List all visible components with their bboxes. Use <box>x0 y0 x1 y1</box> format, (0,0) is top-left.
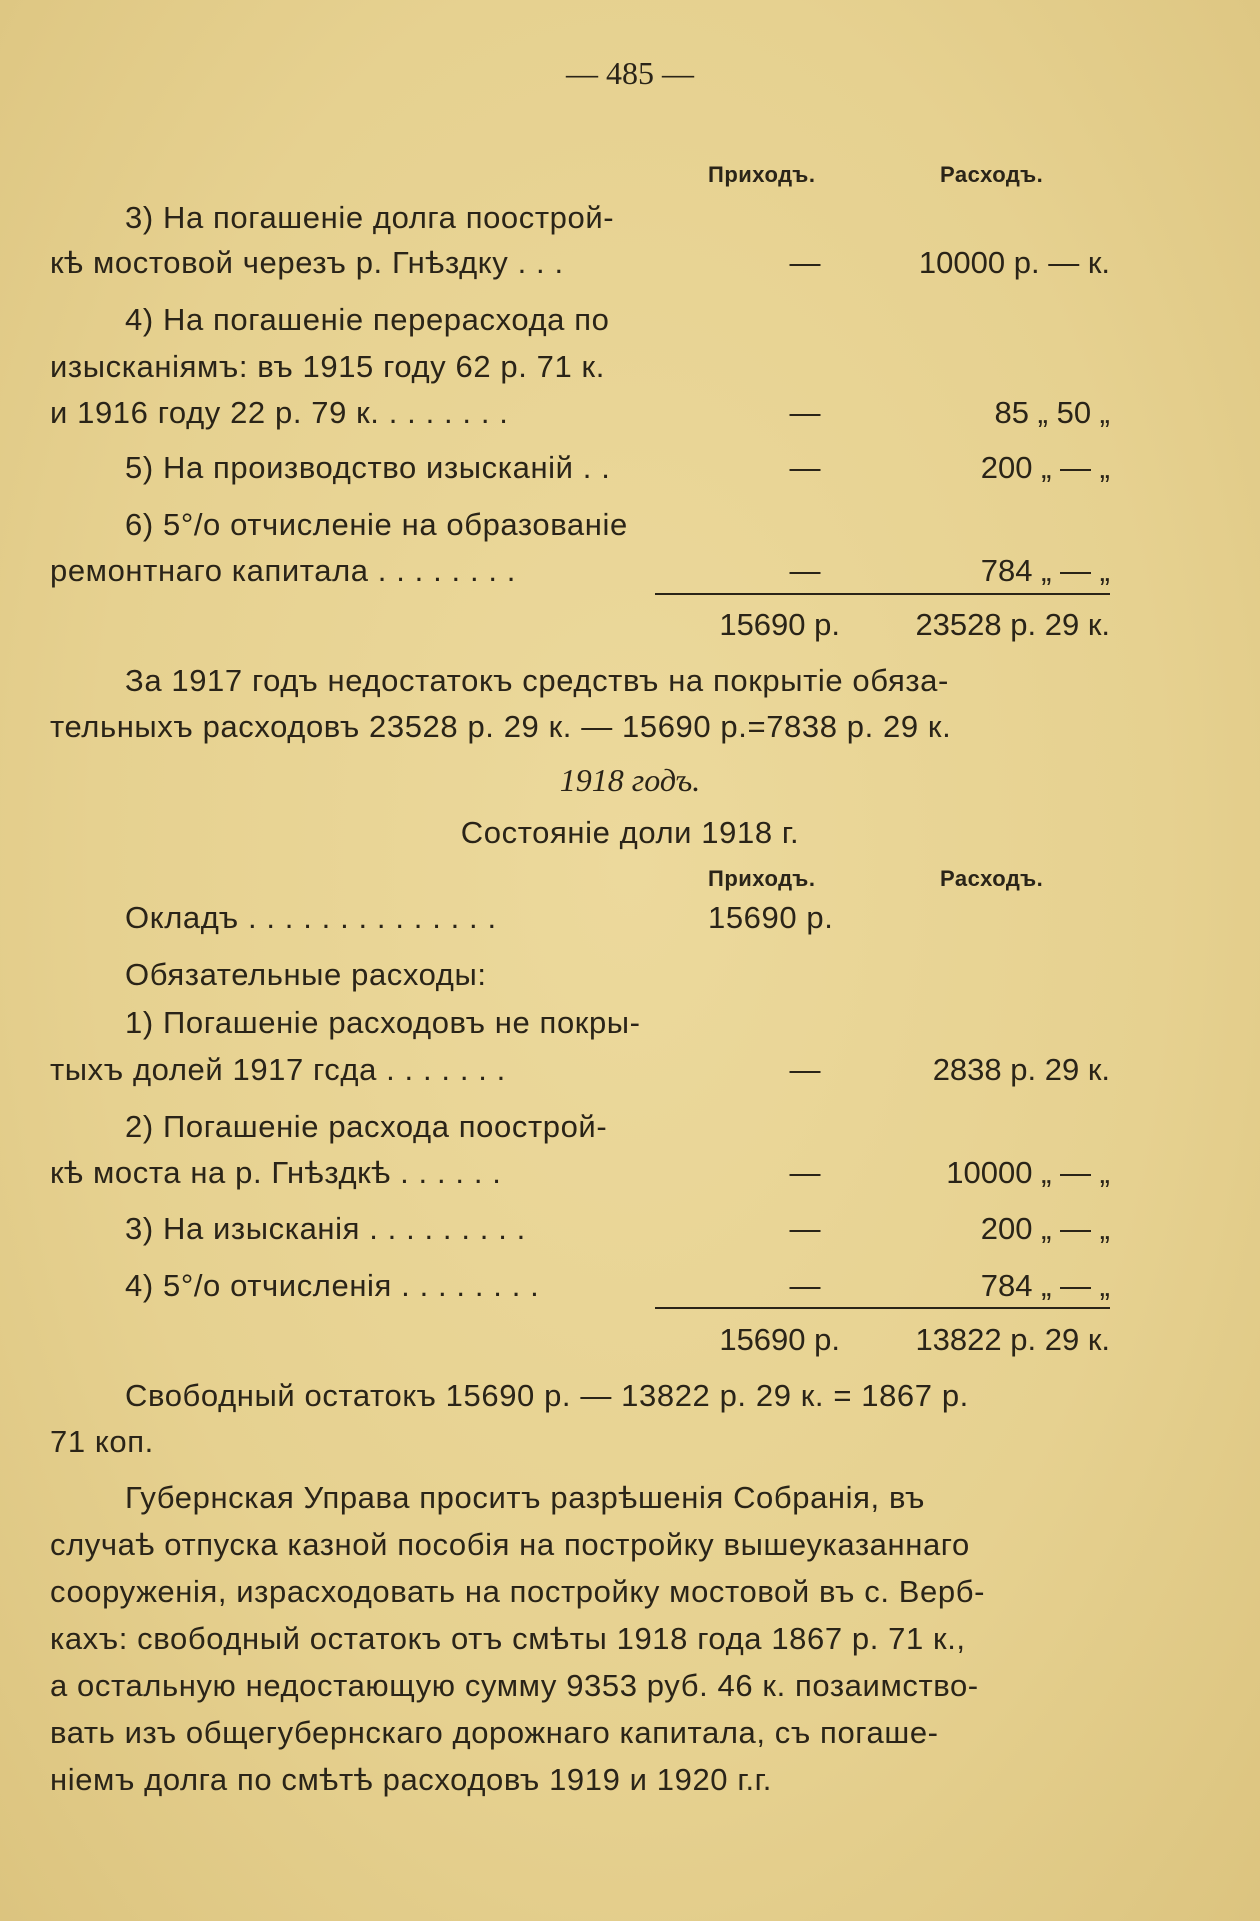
total-rule <box>655 1307 1110 1309</box>
paragraph-line: вать изъ общегубернскаго дорожнаго капитала, съ погаше- <box>50 1715 939 1750</box>
paragraph-line: случаѣ отпуска казной пособія на постройку вышеуказаннаго <box>50 1527 970 1562</box>
paragraph-line: 71 коп. <box>50 1424 154 1459</box>
expense-header: Расходъ. <box>940 162 1044 187</box>
income-dash: — <box>789 1052 821 1087</box>
paragraph-line: а остальную недостающую сумму 9353 руб. 46 к. позаимство- <box>50 1668 979 1703</box>
expense-header: Расходъ. <box>940 866 1044 891</box>
expense-amount: 2838 р. 29 к. <box>932 1052 1110 1087</box>
mandatory-label: Обязательные расходы: <box>125 957 487 992</box>
expense-amount: 784 „ — „ <box>980 553 1110 588</box>
expense-amount: 85 „ 50 „ <box>994 395 1110 430</box>
income-header: Приходъ. <box>708 162 816 187</box>
item-line: 4) На погашеніе перерасхода по <box>125 302 610 337</box>
section-subtitle: Состояніе доли 1918 г. <box>460 815 800 850</box>
item-line: 2) Погашеніе расхода поострой- <box>125 1109 608 1144</box>
item-line: 5) На производство изысканій . . <box>125 450 611 485</box>
expense-amount: 200 „ — „ <box>980 450 1110 485</box>
year-heading: 1918 годъ. <box>559 762 701 798</box>
item-line: 1) Погашеніе расходовъ не покры- <box>125 1005 641 1040</box>
item-line: кѣ моста на р. Гнѣздкѣ . . . . . . <box>50 1155 502 1190</box>
total-expense: 13822 р. 29 к. <box>915 1322 1110 1357</box>
income-dash: — <box>789 1155 821 1190</box>
item-line: тыхъ долей 1917 гсда . . . . . . . <box>50 1052 506 1087</box>
item-line: 4) 5°/o отчисленія . . . . . . . . <box>125 1268 540 1303</box>
expense-amount: 200 „ — „ <box>980 1211 1110 1246</box>
paragraph-line: сооруженія, израсходовать на постройку мостовой въ с. Верб- <box>50 1574 986 1609</box>
income-header: Приходъ. <box>708 866 816 891</box>
income-dash: — <box>789 245 821 280</box>
expense-amount: 10000 „ — „ <box>946 1155 1110 1190</box>
item-line: кѣ мостовой черезъ р. Гнѣздку . . . <box>50 245 564 280</box>
income-dash: — <box>789 1268 821 1303</box>
income-dash: — <box>789 450 821 485</box>
paragraph-line: кахъ: свободный остатокъ отъ смѣты 1918 года 1867 р. 71 к., <box>50 1621 966 1656</box>
paragraph-line: ніемъ долга по смѣтѣ расходовъ 1919 и 1920 г.г. <box>50 1762 773 1797</box>
total-rule <box>655 593 1110 595</box>
income-dash: — <box>789 395 821 430</box>
item-line: изысканіямъ: въ 1915 году 62 р. 71 к. <box>50 349 605 384</box>
expense-amount: 10000 р. — к. <box>918 245 1110 280</box>
total-income: 15690 р. <box>719 1322 840 1357</box>
salary-label: Окладъ . . . . . . . . . . . . . . <box>125 900 497 935</box>
total-income: 15690 р. <box>719 607 840 642</box>
income-dash: — <box>789 1211 821 1246</box>
page-number: — 485 — <box>566 55 694 91</box>
paragraph-line: Свободный остатокъ 15690 р. — 13822 р. 29 к. = 1867 р. <box>125 1378 969 1413</box>
salary-amount: 15690 р. <box>708 900 834 935</box>
paragraph-line: За 1917 годъ недостатокъ средствъ на покрытіе обяза- <box>125 663 949 698</box>
expense-amount: 784 „ — „ <box>980 1268 1110 1303</box>
item-line: 3) На изысканія . . . . . . . . . <box>125 1211 526 1246</box>
item-line: ремонтнаго капитала . . . . . . . . <box>50 553 517 588</box>
paragraph-line: тельныхъ расходовъ 23528 р. 29 к. — 15690 р.=7838 р. 29 к. <box>50 709 952 744</box>
item-line: и 1916 году 22 р. 79 к. . . . . . . . <box>50 395 509 430</box>
total-expense: 23528 р. 29 к. <box>915 607 1110 642</box>
item-line: 3) На погашеніе долга поострой- <box>125 200 615 235</box>
paragraph-line: Губернская Управа проситъ разрѣшенія Собранія, въ <box>125 1480 925 1515</box>
income-dash: — <box>789 553 821 588</box>
item-line: 6) 5°/o отчисленіе на образованіе <box>125 507 628 542</box>
